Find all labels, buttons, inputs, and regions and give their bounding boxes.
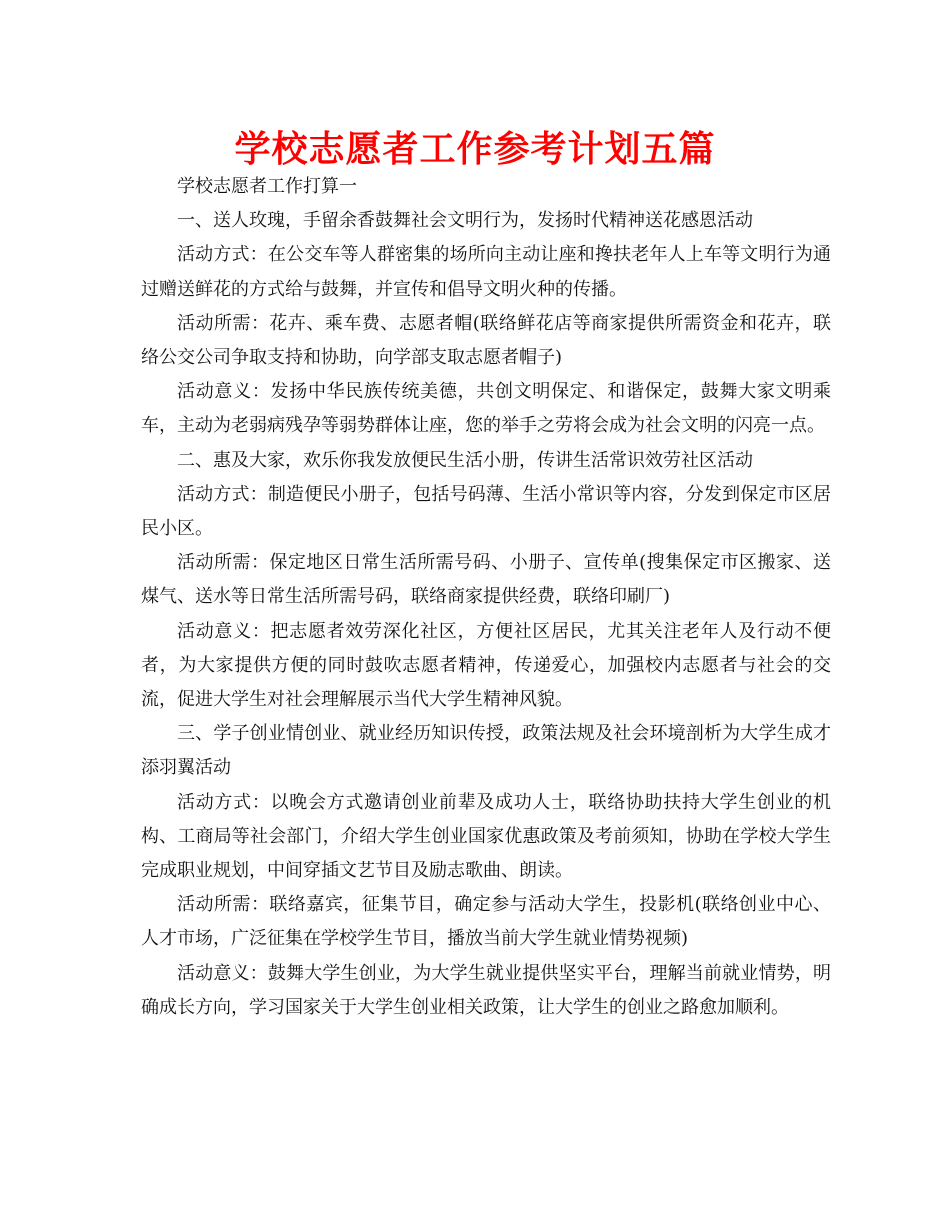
document-title: 学校志愿者工作参考计划五篇 — [234, 128, 716, 170]
paragraph-activity-1-needs: 活动所需：花卉、乘车费、志愿者帽(联络鲜花店等商家提供所需资金和花卉，联络公交公司争取支持和协助，向学部支取志愿者帽子) — [141, 312, 831, 369]
paragraph-activity-3-needs: 活动所需：联络嘉宾，征集节目，确定参与活动大学生，投影机(联络创业中心、人才市场，广泛征集在学校学生节目，播放当前大学生就业情势视频) — [141, 894, 831, 950]
document-body — [141, 170, 831, 1025]
paragraph-activity-2-method: 活动方式：制造便民小册子，包括号码薄、生活小常识等内容，分发到保定市区居民小区。 — [141, 483, 831, 540]
paragraph-plan-heading: 学校志愿者工作打算一 — [177, 176, 357, 197]
paragraph-activity-3-meaning: 活动意义：鼓舞大学生创业，为大学生就业提供坚实平台，理解当前就业情势，明确成长方向，学习国家关于大学生创业相关政策，让大学生的创业之路愈加顺利。 — [141, 962, 831, 1018]
paragraph-activity-3-method: 活动方式：以晚会方式邀请创业前辈及成功人士，联络协助扶持大学生创业的机构、工商局等社会部门，介绍大学生创业国家优惠政策及考前须知，协助在学校大学生完成职业规划，中间穿插文艺节目及励志歌曲、朗读。 — [141, 791, 831, 882]
paragraph-activity-1-meaning: 活动意义：发扬中华民族传统美德，共创文明保定、和谐保定，鼓舞大家文明乘车，主动为老弱病残孕等弱势群体让座，您的举手之劳将会成为社会文明的闪亮一点。 — [141, 381, 831, 437]
paragraph-activity-2-needs: 活动所需：保定地区日常生活所需号码、小册子、宣传单(搜集保定市区搬家、送煤气、送水等日常生活所需号码，联络商家提供经费，联络印刷厂) — [141, 552, 831, 608]
paragraph-activity-3-heading: 三、学子创业情创业、就业经历知识传授，政策法规及社会环境剖析为大学生成才添羽翼活动 — [141, 723, 831, 779]
paragraph-activity-1-method: 活动方式：在公交车等人群密集的场所向主动让座和搀扶老年人上车等文明行为通过赠送鲜花的方式给与鼓舞，并宣传和倡导文明火种的传播。 — [141, 244, 831, 300]
paragraph-activity-1-heading: 一、送人玫瑰，手留余香鼓舞社会文明行为，发扬时代精神送花感恩活动 — [177, 210, 753, 232]
paragraph-activity-2-heading: 二、惠及大家，欢乐你我发放便民生活小册，传讲生活常识效劳社区活动 — [177, 449, 753, 471]
paragraph-activity-2-meaning: 活动意义：把志愿者效劳深化社区，方便社区居民，尤其关注老年人及行动不便者，为大家提供方便的同时鼓吹志愿者精神，传递爱心，加强校内志愿者与社会的交流，促进大学生对社会理解展示当代大学生精神风貌。 — [141, 620, 831, 711]
